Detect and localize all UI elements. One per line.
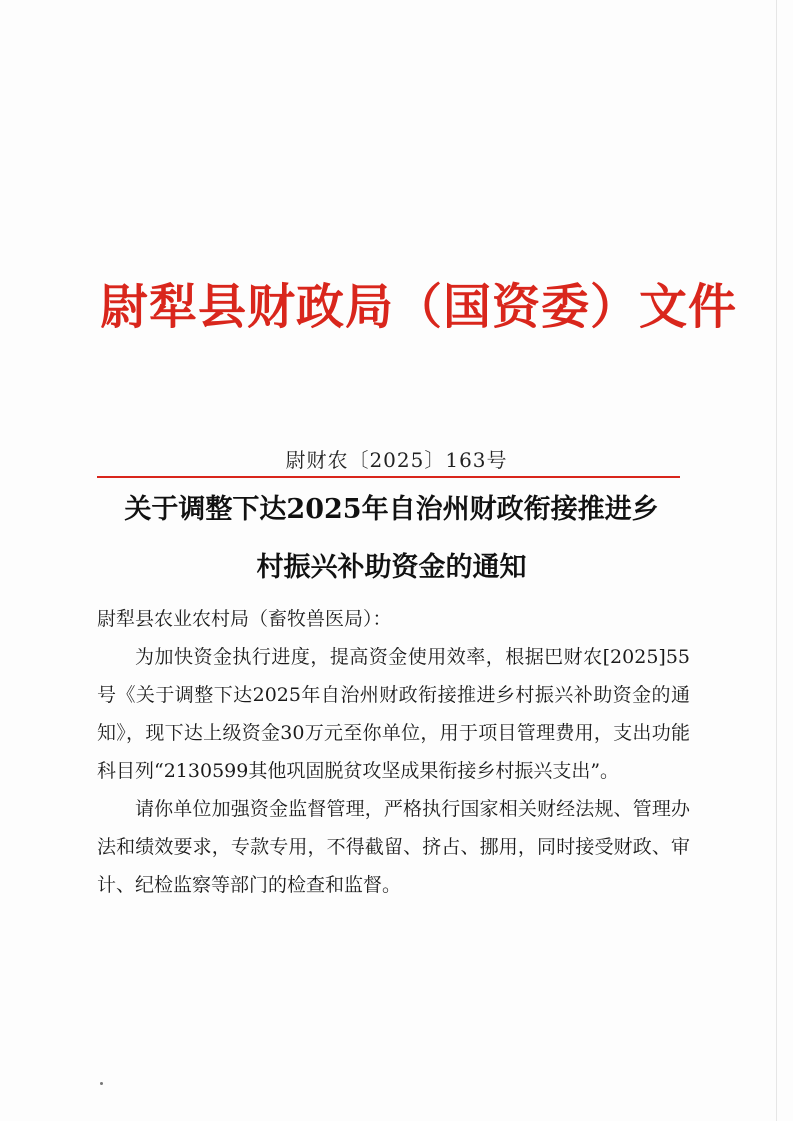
document-body	[97, 600, 690, 904]
scan-speck	[100, 1082, 103, 1085]
document-title-line1: 关于调整下达2025年自治州财政衔接推进乡	[124, 494, 659, 525]
scan-edge-line	[776, 0, 777, 1121]
red-divider-line	[97, 476, 680, 478]
salutation: 尉犁县农业农村局（畜牧兽医局）：	[97, 608, 392, 630]
document-title-line2: 村振兴补助资金的通知	[256, 552, 527, 583]
document-number: 尉财农〔2025〕163号	[285, 448, 508, 472]
body-paragraph-1: 为加快资金执行进度，提高资金使用效率，根据巴财农[2025]55号《关于调整下达2025年自治州财政衔接推进乡村振兴补助资金的通知》，现下达上级资金30万元至你单位，用于项目管理费用，支出功能科目列“2130599其他巩固脱贫攻坚成果衔接乡村振兴支出”。	[97, 646, 690, 782]
body-paragraph-2: 请你单位加强资金监督管理，严格执行国家相关财经法规、管理办法和绩效要求，专款专用，不得截留、挤占、挪用，同时接受财政、审计、纪检监察等部门的检查和监督。	[97, 798, 690, 896]
issuer-header-title: 尉犁县财政局（国资委）文件	[100, 279, 738, 335]
